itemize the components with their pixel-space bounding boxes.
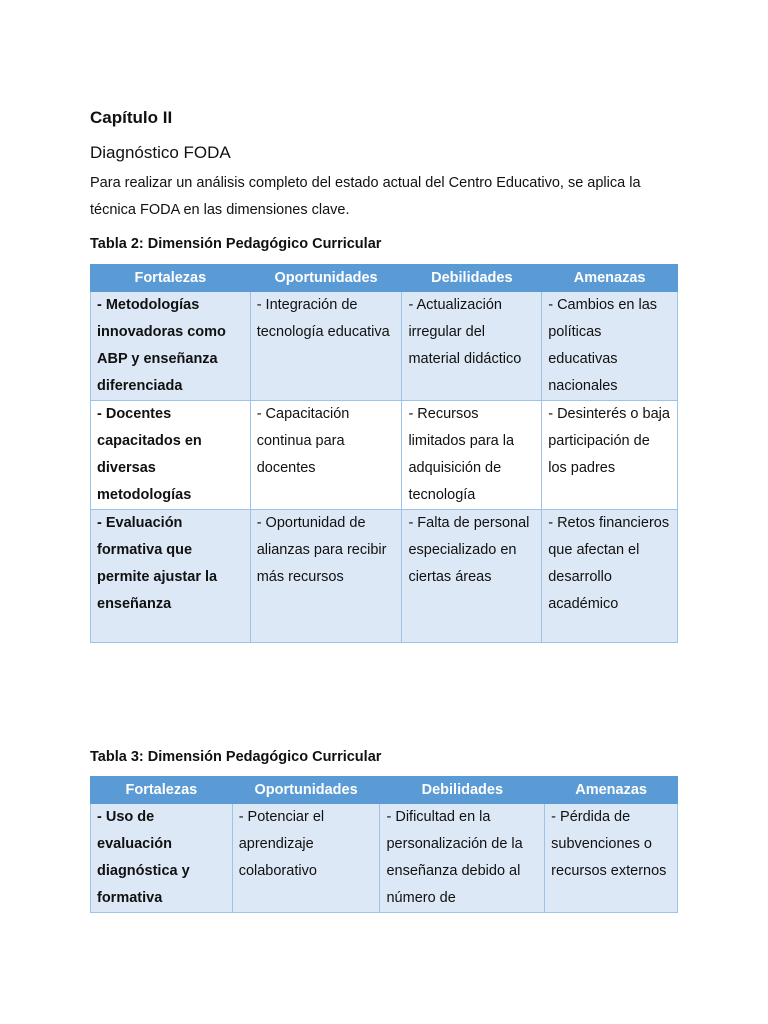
table-cell: - Potenciar el aprendizaje colaborativo: [232, 804, 380, 913]
table-cell: - Integración de tecnología educativa: [250, 292, 402, 401]
table3-header-debilidades: Debilidades: [380, 777, 545, 804]
table3-caption: Tabla 3: Dimensión Pedagógico Curricular: [90, 749, 382, 765]
table-cell: - Capacitación continua para docentes: [250, 401, 402, 510]
intro-paragraph: Para realizar un análisis completo del estado actual del Centro Educativo, se aplica la técnica FODA en las dimensiones clave.: [90, 175, 641, 218]
table2-foda: [90, 264, 678, 643]
table2-header-fortalezas: Fortalezas: [91, 265, 251, 292]
table-cell: - Retos financieros que afectan el desarrollo académico: [542, 510, 678, 643]
table-cell: - Dificultad en la personalización de la enseñanza debido al número de: [380, 804, 545, 913]
table3-header-fortalezas: Fortalezas: [91, 777, 233, 804]
table-cell: - Evaluación formativa que permite ajustar la enseñanza: [91, 510, 251, 643]
chapter-title: Capítulo II: [90, 108, 173, 127]
table3-header-oportunidades: Oportunidades: [232, 777, 380, 804]
table2-header-oportunidades: Oportunidades: [250, 265, 402, 292]
table2-header-row: [91, 265, 678, 292]
table-row: [91, 292, 678, 401]
table-cell: - Uso de evaluación diagnóstica y formativa: [91, 804, 233, 913]
table2-caption: Tabla 2: Dimensión Pedagógico Curricular: [90, 236, 382, 252]
table-row: [91, 804, 678, 913]
table-cell: - Actualización irregular del material didáctico: [402, 292, 542, 401]
table-cell: - Desinterés o baja participación de los padres: [542, 401, 678, 510]
table3-header-row: [91, 777, 678, 804]
table3-foda: [90, 776, 678, 913]
table-cell: - Cambios en las políticas educativas nacionales: [542, 292, 678, 401]
table3-header-amenazas: Amenazas: [545, 777, 678, 804]
table-row: [91, 510, 678, 643]
table-cell: - Docentes capacitados en diversas metodologías: [91, 401, 251, 510]
table-cell: - Recursos limitados para la adquisición de tecnología: [402, 401, 542, 510]
table-cell: - Pérdida de subvenciones o recursos externos: [545, 804, 678, 913]
section-title: Diagnóstico FODA: [90, 143, 231, 162]
table-cell: - Metodologías innovadoras como ABP y enseñanza diferenciada: [91, 292, 251, 401]
table2-header-debilidades: Debilidades: [402, 265, 542, 292]
table2-header-amenazas: Amenazas: [542, 265, 678, 292]
table-cell: - Falta de personal especializado en ciertas áreas: [402, 510, 542, 643]
table-cell: - Oportunidad de alianzas para recibir más recursos: [250, 510, 402, 643]
table-row: [91, 401, 678, 510]
